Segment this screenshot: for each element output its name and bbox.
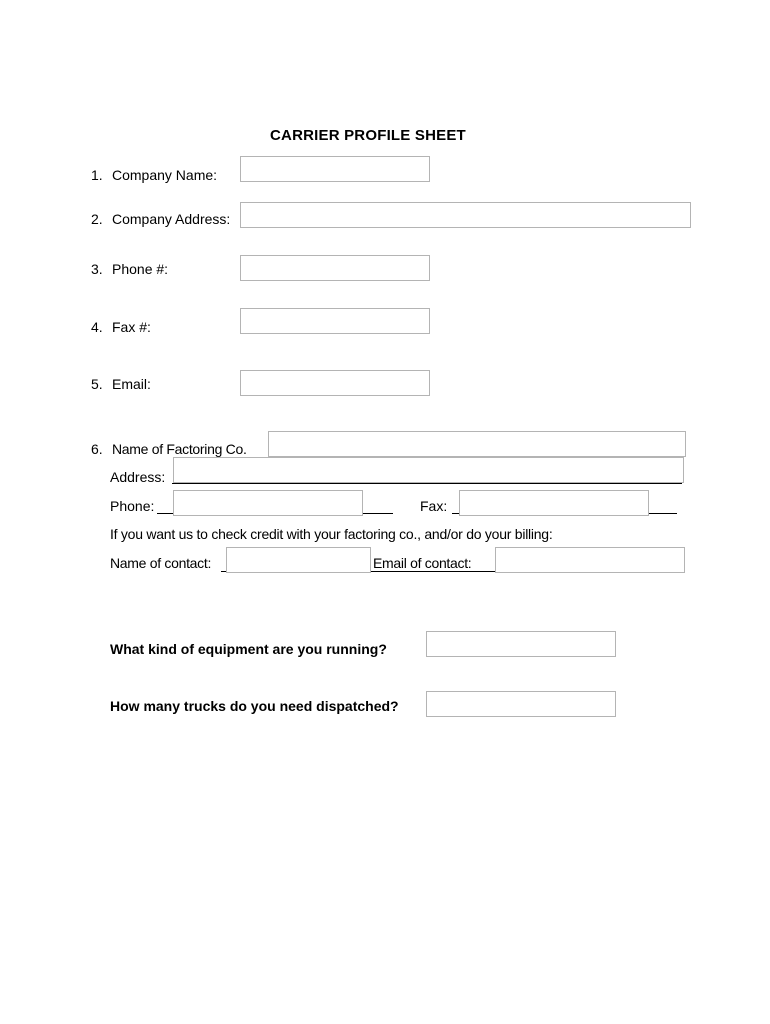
address-underline bbox=[172, 483, 682, 484]
equipment-question-label: What kind of equipment are you running? bbox=[110, 641, 387, 657]
item-number-5: 5. bbox=[91, 376, 103, 392]
contact-email-label: Email of contact: bbox=[373, 555, 472, 571]
contact-name-field[interactable] bbox=[226, 547, 371, 573]
contact-name-label: Name of contact: bbox=[110, 555, 212, 571]
company-address-field[interactable] bbox=[240, 202, 691, 228]
item-number-4: 4. bbox=[91, 319, 103, 335]
phone-label: Phone #: bbox=[112, 261, 169, 277]
page-title: CARRIER PROFILE SHEET bbox=[270, 127, 466, 144]
fax-field[interactable] bbox=[240, 308, 430, 334]
factoring-name-field[interactable] bbox=[268, 431, 686, 457]
factoring-name-label: Name of Factoring Co. bbox=[112, 441, 247, 457]
item-number-1: 1. bbox=[91, 167, 103, 183]
factoring-address-field[interactable] bbox=[173, 457, 684, 483]
trucks-question-label: How many trucks do you need dispatched? bbox=[110, 698, 399, 714]
fax-label: Fax #: bbox=[112, 319, 151, 335]
trucks-field[interactable] bbox=[426, 691, 616, 717]
item-number-3: 3. bbox=[91, 261, 103, 277]
company-name-label: Company Name: bbox=[112, 167, 218, 183]
item-number-2: 2. bbox=[91, 211, 103, 227]
factoring-phone-label: Phone: bbox=[110, 498, 155, 514]
email-label: Email: bbox=[112, 376, 151, 392]
email-field[interactable] bbox=[240, 370, 430, 396]
factoring-phone-field[interactable] bbox=[173, 490, 363, 516]
billing-note: If you want us to check credit with your factoring co., and/or do your billing: bbox=[110, 526, 553, 542]
company-address-label: Company Address: bbox=[112, 211, 231, 227]
company-name-field[interactable] bbox=[240, 156, 430, 182]
equipment-field[interactable] bbox=[426, 631, 616, 657]
phone-field[interactable] bbox=[240, 255, 430, 281]
item-number-6: 6. bbox=[91, 441, 103, 457]
contact-email-field[interactable] bbox=[495, 547, 685, 573]
factoring-fax-label: Fax: bbox=[420, 498, 448, 514]
factoring-fax-field[interactable] bbox=[459, 490, 649, 516]
factoring-address-label: Address: bbox=[110, 469, 166, 485]
